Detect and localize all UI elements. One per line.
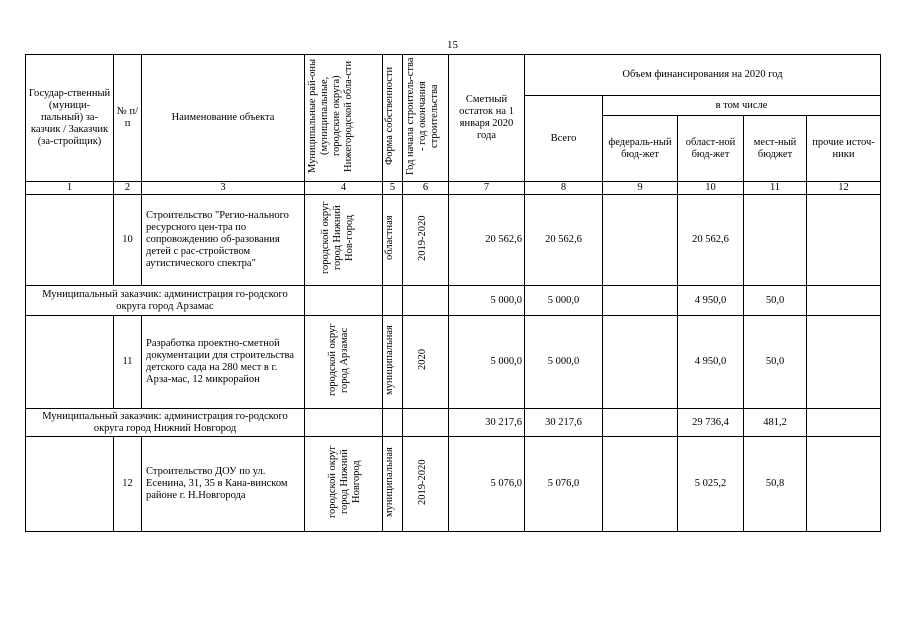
cell-federal [603,286,678,316]
cell-other [807,195,881,286]
col-index: 7 [449,182,525,195]
header-object-name: Наименование объекта [142,55,305,182]
cell-total: 5 000,0 [525,286,603,316]
table-row [26,437,881,532]
cell-object-name: Строительство "Регио-нального ресурсного цен-тра по сопровождению об-разования детей с рас-стройством аутистического спектра" [142,195,305,286]
header-years: Год начала строитель-ства - год окончания строительства [403,55,449,182]
header-local: мест-ный бюджет [744,116,807,182]
cell-other [807,437,881,532]
cell-regional: 4 950,0 [678,286,744,316]
cell-num: 12 [114,437,142,532]
cell-object-name: Разработка проектно-сметной документации для строительства детского сада на 280 мест в г. Арза-мас, 12 микрорайон [142,316,305,409]
cell-num: 11 [114,316,142,409]
table-row [26,316,881,409]
table-row [26,195,881,286]
cell-years: 2020 [403,316,449,409]
cell-total: 5 076,0 [525,437,603,532]
empty-cell [403,286,449,316]
customer-row [26,286,881,316]
cell-estimate: 5 000,0 [449,286,525,316]
header-other: прочие источ-ники [807,116,881,182]
col-index: 5 [383,182,403,195]
cell-ownership: муниципальная [383,316,403,409]
cell-local: 50,8 [744,437,807,532]
cell-local [744,195,807,286]
cell-total: 20 562,6 [525,195,603,286]
header-federal: федераль-ный бюд-жет [603,116,678,182]
header-including: в том числе [603,96,881,116]
col-index: 12 [807,182,881,195]
col-index: 9 [603,182,678,195]
cell-customer [26,195,114,286]
empty-cell [305,286,383,316]
col-index: 2 [114,182,142,195]
col-index: 8 [525,182,603,195]
header-district: Муниципальные рай-оны (муниципальные, городские округа) Нижегородской обла-сти [305,55,383,182]
col-index: 6 [403,182,449,195]
cell-years: 2019-2020 [403,195,449,286]
cell-estimate: 5 076,0 [449,437,525,532]
header-ownership: Форма собственности [383,55,403,182]
header-num: № п/п [114,55,142,182]
empty-cell [383,286,403,316]
cell-regional: 4 950,0 [678,316,744,409]
empty-cell [305,409,383,437]
cell-years: 2019-2020 [403,437,449,532]
cell-district: городской округ город Арзамас [305,316,383,409]
header-total: Всего [525,96,603,182]
col-index: 10 [678,182,744,195]
cell-estimate: 20 562,6 [449,195,525,286]
column-index-row [26,182,881,195]
cell-local: 50,0 [744,286,807,316]
header-financing: Объем финансирования на 2020 год [525,55,881,96]
col-index: 3 [142,182,305,195]
empty-cell [383,409,403,437]
cell-regional: 20 562,6 [678,195,744,286]
cell-regional: 29 736,4 [678,409,744,437]
cell-local: 50,0 [744,316,807,409]
col-index: 11 [744,182,807,195]
cell-federal [603,316,678,409]
empty-cell [403,409,449,437]
header-customer: Государ-ственный (муници-пальный) за-казчик / Заказчик (за-стройщик) [26,55,114,182]
col-index: 1 [26,182,114,195]
customer-label: Муниципальный заказчик: администрация го-родского округа город Нижний Новгород [26,409,305,437]
cell-customer [26,437,114,532]
cell-other [807,316,881,409]
col-index: 4 [305,182,383,195]
cell-object-name: Строительство ДОУ по ул. Есенина, 31, 35 в Кана-винском районе г. Н.Новгорода [142,437,305,532]
cell-district: городской округ город Нижний Новгород [305,437,383,532]
header-regional: област-ной бюд-жет [678,116,744,182]
cell-estimate: 5 000,0 [449,316,525,409]
cell-num: 10 [114,195,142,286]
customer-label: Муниципальный заказчик: администрация го-родского округа город Арзамас [26,286,305,316]
customer-row [26,409,881,437]
cell-ownership: областная [383,195,403,286]
cell-ownership: муниципальная [383,437,403,532]
cell-total: 30 217,6 [525,409,603,437]
page-number: 15 [447,39,458,51]
cell-regional: 5 025,2 [678,437,744,532]
header-estimate: Сметный остаток на 1 января 2020 года [449,55,525,182]
cell-district: городской округ город Нижний Нов-город [305,195,383,286]
cell-federal [603,437,678,532]
financing-table [25,54,881,532]
cell-local: 481,2 [744,409,807,437]
cell-federal [603,409,678,437]
cell-federal [603,195,678,286]
cell-estimate: 30 217,6 [449,409,525,437]
cell-total: 5 000,0 [525,316,603,409]
cell-customer [26,316,114,409]
cell-other [807,286,881,316]
cell-other [807,409,881,437]
